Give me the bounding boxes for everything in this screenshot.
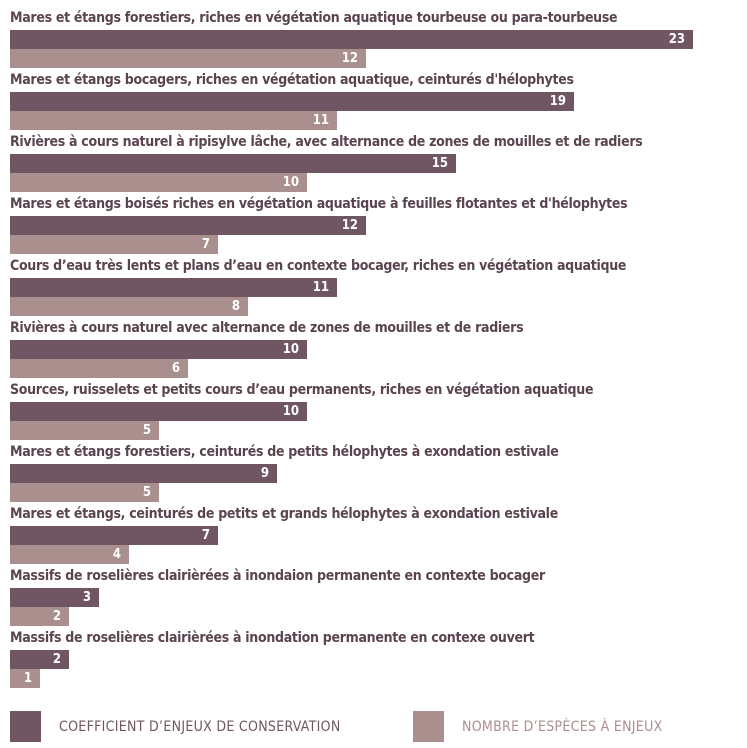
- bar-species: [10, 111, 337, 130]
- bar-coefficient: [10, 278, 337, 297]
- bar-coefficient: [10, 340, 307, 359]
- data-label: 10: [282, 175, 299, 190]
- bar-coefficient: [10, 650, 69, 669]
- bar-species: [10, 297, 248, 316]
- bar-species: [10, 545, 129, 564]
- data-label: 10: [282, 404, 299, 419]
- bar-species: [10, 669, 40, 688]
- data-label: 5: [142, 423, 151, 438]
- category-label: Mares et étangs bocagers, riches en végétation aquatique, ceinturés d'hélophytes: [10, 72, 574, 88]
- data-label: 1: [23, 671, 32, 686]
- bar-coefficient: [10, 526, 218, 545]
- bar-species: [10, 483, 159, 502]
- bar-coefficient: [10, 216, 366, 235]
- data-label: 3: [82, 590, 91, 605]
- bar-species: [10, 607, 69, 626]
- bar-coefficient: [10, 154, 456, 173]
- data-label: 19: [549, 94, 566, 109]
- data-label: 11: [312, 280, 329, 295]
- category-label: Rivières à cours naturel avec alternance de zones de mouilles et de radiers: [10, 320, 524, 336]
- bar-coefficient: [10, 464, 277, 483]
- category-label: Sources, ruisselets et petits cours d’eau permanents, riches en végétation aquatique: [10, 382, 594, 398]
- bar-species: [10, 359, 188, 378]
- data-label: 7: [201, 528, 210, 543]
- data-label: 8: [231, 299, 240, 314]
- data-label: 5: [142, 485, 151, 500]
- data-label: 9: [260, 466, 269, 481]
- data-label: 23: [668, 32, 685, 47]
- bar-coefficient: [10, 92, 574, 111]
- category-label: Cours d’eau très lents et plans d’eau en contexte bocager, riches en végétation aquatique: [10, 258, 627, 274]
- data-label: 12: [341, 218, 358, 233]
- data-label: 12: [341, 51, 358, 66]
- data-label: 4: [112, 547, 121, 562]
- legend-label-coefficient: COEFFICIENT D’ENJEUX DE CONSERVATION: [59, 719, 341, 735]
- category-label: Mares et étangs, ceinturés de petits et grands hélophytes à exondation estivale: [10, 506, 558, 522]
- bar-coefficient: [10, 588, 99, 607]
- legend-swatch-light: [413, 711, 444, 742]
- data-label: 10: [282, 342, 299, 357]
- bar-coefficient: [10, 402, 307, 421]
- category-label: Massifs de roselières clairièrées à inondation permanente en contexe ouvert: [10, 630, 535, 646]
- category-label: Rivières à cours naturel à ripisylve lâche, avec alternance de zones de mouilles et de radiers: [10, 134, 643, 150]
- data-label: 7: [201, 237, 210, 252]
- legend-label-species: NOMBRE D’ESPÈCES À ENJEUX: [462, 719, 663, 735]
- legend: [10, 711, 740, 743]
- category-label: Mares et étangs forestiers, ceinturés de petits hélophytes à exondation estivale: [10, 444, 559, 460]
- category-label: Mares et étangs forestiers, riches en végétation aquatique tourbeuse ou para-tourbeuse: [10, 10, 618, 26]
- category-label: Mares et étangs boisés riches en végétation aquatique à feuilles flotantes et d'hélophytes: [10, 196, 628, 212]
- data-label: 11: [312, 113, 329, 128]
- bar-coefficient: [10, 30, 693, 49]
- data-label: 2: [52, 652, 61, 667]
- data-label: 15: [431, 156, 448, 171]
- bar-species: [10, 235, 218, 254]
- bar-species: [10, 49, 366, 68]
- legend-swatch-dark: [10, 711, 41, 742]
- data-label: 2: [52, 609, 61, 624]
- category-label: Massifs de roselières clairièrées à inondaion permanente en contexte bocager: [10, 568, 545, 584]
- bar-species: [10, 421, 159, 440]
- bar-species: [10, 173, 307, 192]
- data-label: 6: [171, 361, 180, 376]
